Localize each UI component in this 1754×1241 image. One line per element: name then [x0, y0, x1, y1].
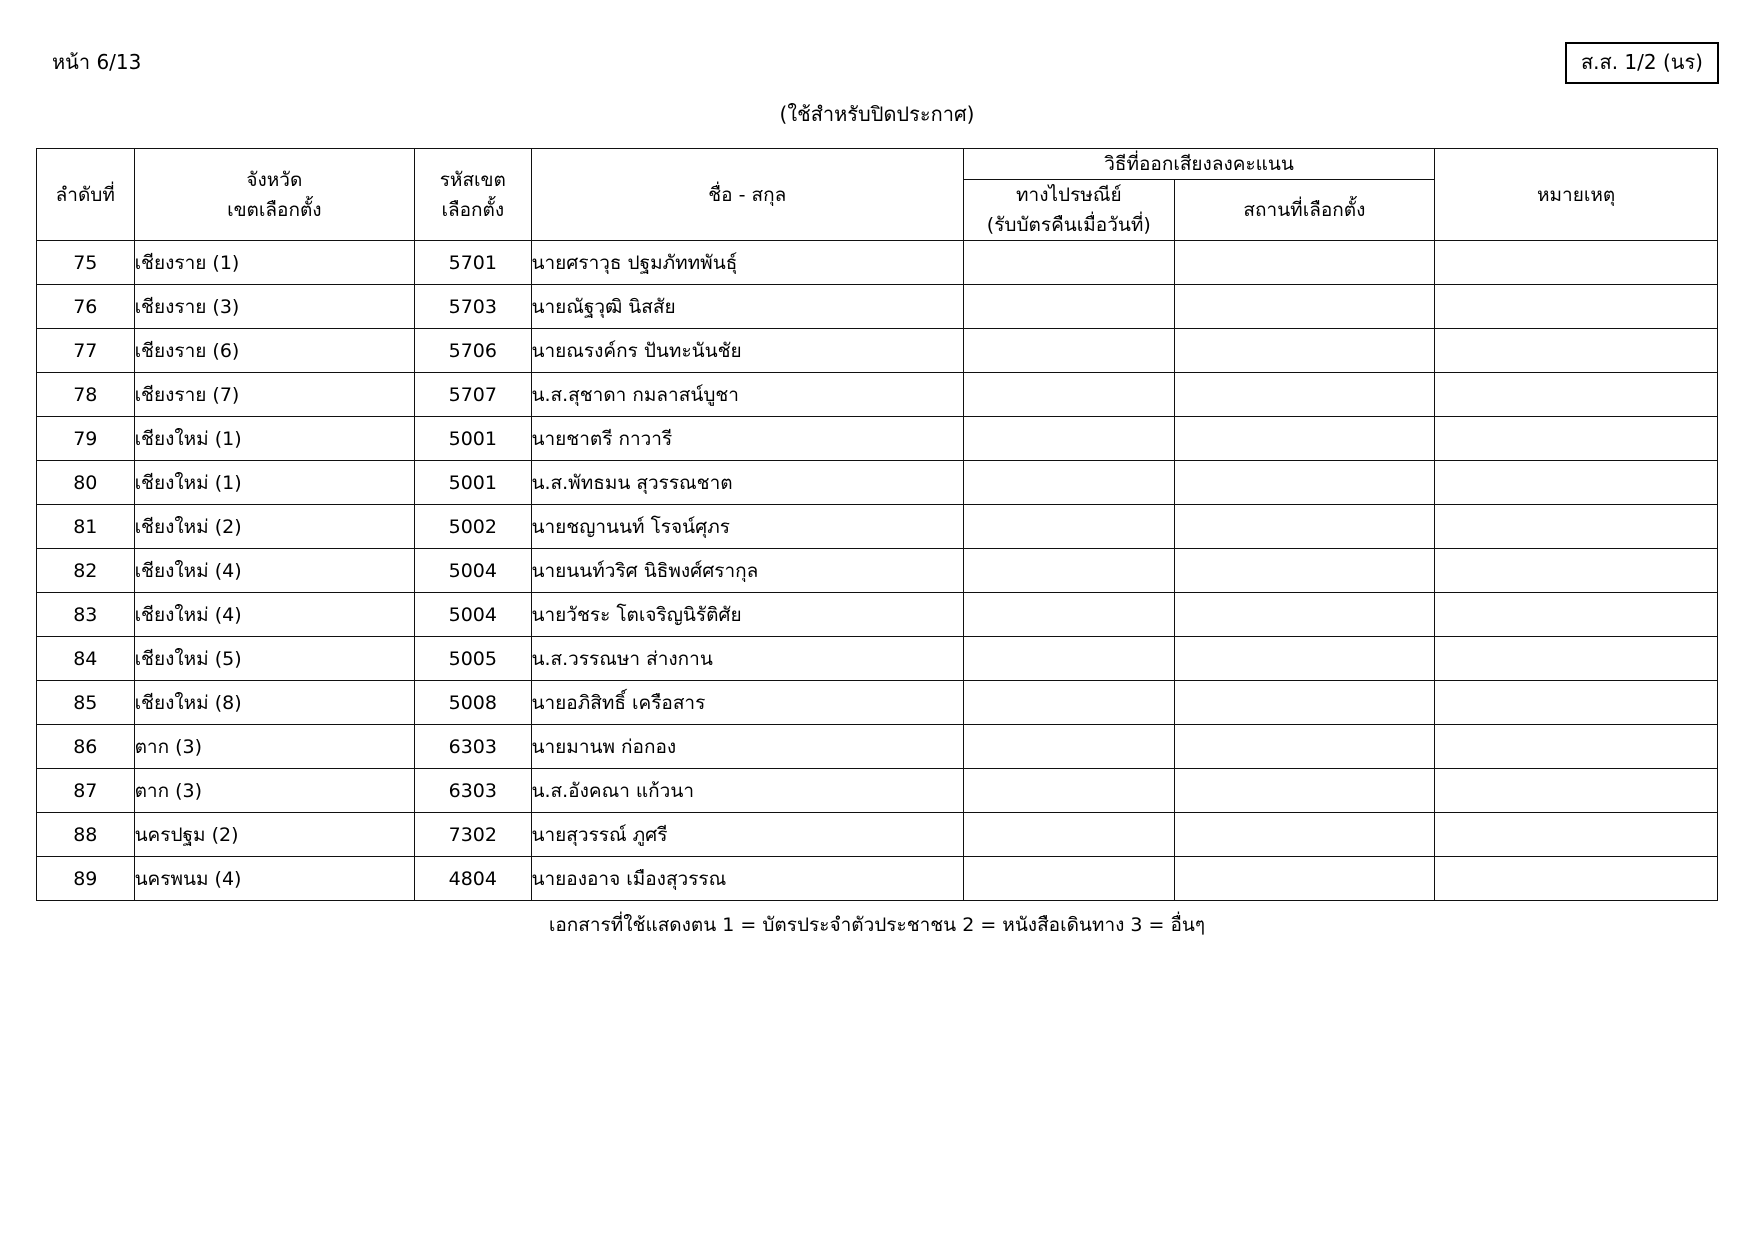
- header-district-code-line2: เลือกตั้ง: [441, 198, 505, 221]
- cell-name: นายณรงค์กร ปันทะนันชัย: [531, 329, 963, 373]
- header-voting-method: วิธีที่ออกเสียงลงคะแนน: [963, 149, 1434, 180]
- cell-remark: [1435, 461, 1718, 505]
- cell-name: นายอภิสิทธิ์ เครือสาร: [531, 681, 963, 725]
- header-name: ชื่อ - สกุล: [531, 149, 963, 241]
- cell-province: นครปฐม (2): [134, 813, 415, 857]
- header-district-code-line1: รหัสเขต: [439, 168, 506, 191]
- cell-polling-place: [1174, 549, 1435, 593]
- cell-remark: [1435, 549, 1718, 593]
- cell-province: ตาก (3): [134, 725, 415, 769]
- cell-province: เชียงใหม่ (2): [134, 505, 415, 549]
- cell-polling-place: [1174, 769, 1435, 813]
- cell-order-no: 83: [37, 593, 135, 637]
- cell-polling-place: [1174, 857, 1435, 901]
- cell-district-code: 5005: [415, 637, 531, 681]
- cell-by-post: [963, 681, 1174, 725]
- cell-polling-place: [1174, 285, 1435, 329]
- table-row: [37, 329, 1718, 373]
- cell-polling-place: [1174, 681, 1435, 725]
- cell-district-code: 5008: [415, 681, 531, 725]
- cell-remark: [1435, 505, 1718, 549]
- cell-name: นายวัชระ โตเจริญนิรัติศัย: [531, 593, 963, 637]
- cell-by-post: [963, 857, 1174, 901]
- cell-remark: [1435, 681, 1718, 725]
- cell-province: เชียงใหม่ (4): [134, 549, 415, 593]
- cell-order-no: 84: [37, 637, 135, 681]
- cell-district-code: 5001: [415, 461, 531, 505]
- header-province: [134, 149, 415, 241]
- table-row: [37, 549, 1718, 593]
- cell-district-code: 6303: [415, 725, 531, 769]
- cell-by-post: [963, 549, 1174, 593]
- cell-name: น.ส.พัทธมน สุวรรณชาต: [531, 461, 963, 505]
- cell-remark: [1435, 857, 1718, 901]
- cell-order-no: 79: [37, 417, 135, 461]
- cell-name: น.ส.สุชาดา กมลาสน์บูชา: [531, 373, 963, 417]
- cell-name: นายศราวุธ ปฐมภัททพันธุ์: [531, 241, 963, 285]
- header-district-code: [415, 149, 531, 241]
- table-row: [37, 637, 1718, 681]
- cell-remark: [1435, 637, 1718, 681]
- cell-order-no: 87: [37, 769, 135, 813]
- header-by-post-line1: ทางไปรษณีย์: [1016, 184, 1122, 206]
- cell-province: เชียงใหม่ (5): [134, 637, 415, 681]
- cell-province: นครพนม (4): [134, 857, 415, 901]
- header-by-post: [963, 180, 1174, 241]
- cell-province: เชียงราย (3): [134, 285, 415, 329]
- cell-name: นายสุวรรณ์ ภูศรี: [531, 813, 963, 857]
- cell-district-code: 5002: [415, 505, 531, 549]
- table-row: [37, 769, 1718, 813]
- cell-province: เชียงราย (1): [134, 241, 415, 285]
- cell-district-code: 5706: [415, 329, 531, 373]
- header-remark: หมายเหตุ: [1435, 149, 1718, 241]
- cell-province: เชียงราย (7): [134, 373, 415, 417]
- cell-by-post: [963, 637, 1174, 681]
- cell-order-no: 86: [37, 725, 135, 769]
- cell-order-no: 77: [37, 329, 135, 373]
- cell-by-post: [963, 285, 1174, 329]
- cell-district-code: 5001: [415, 417, 531, 461]
- table-body: [37, 241, 1718, 901]
- header-by-post-line2: (รับบัตรคืนเมื่อวันที่): [986, 214, 1151, 236]
- cell-polling-place: [1174, 373, 1435, 417]
- cell-polling-place: [1174, 417, 1435, 461]
- cell-remark: [1435, 769, 1718, 813]
- cell-remark: [1435, 725, 1718, 769]
- cell-district-code: 4804: [415, 857, 531, 901]
- cell-by-post: [963, 725, 1174, 769]
- table-row: [37, 373, 1718, 417]
- table-header-row-1: [37, 149, 1718, 180]
- table-row: [37, 681, 1718, 725]
- cell-by-post: [963, 461, 1174, 505]
- table-row: [37, 813, 1718, 857]
- cell-by-post: [963, 593, 1174, 637]
- cell-order-no: 89: [37, 857, 135, 901]
- cell-polling-place: [1174, 637, 1435, 681]
- cell-province: เชียงราย (6): [134, 329, 415, 373]
- cell-province: ตาก (3): [134, 769, 415, 813]
- header-polling-place: สถานที่เลือกตั้ง: [1174, 180, 1435, 241]
- cell-province: เชียงใหม่ (1): [134, 417, 415, 461]
- table-row: [37, 725, 1718, 769]
- cell-polling-place: [1174, 725, 1435, 769]
- cell-by-post: [963, 373, 1174, 417]
- cell-remark: [1435, 329, 1718, 373]
- cell-by-post: [963, 769, 1174, 813]
- cell-name: นายชญานนท์ โรจน์ศุภร: [531, 505, 963, 549]
- page-number-label: หน้า 6/13: [52, 50, 142, 74]
- cell-name: น.ส.วรรณษา ส่างกาน: [531, 637, 963, 681]
- cell-province: เชียงใหม่ (8): [134, 681, 415, 725]
- cell-remark: [1435, 373, 1718, 417]
- cell-district-code: 5004: [415, 593, 531, 637]
- table-row: [37, 505, 1718, 549]
- table-header: [37, 149, 1718, 241]
- cell-name: นายองอาจ เมืองสุวรรณ: [531, 857, 963, 901]
- cell-province: เชียงใหม่ (1): [134, 461, 415, 505]
- cell-remark: [1435, 813, 1718, 857]
- cell-order-no: 78: [37, 373, 135, 417]
- cell-polling-place: [1174, 813, 1435, 857]
- cell-by-post: [963, 329, 1174, 373]
- cell-remark: [1435, 285, 1718, 329]
- table-row: [37, 241, 1718, 285]
- cell-by-post: [963, 505, 1174, 549]
- cell-order-no: 81: [37, 505, 135, 549]
- table-row: [37, 285, 1718, 329]
- cell-order-no: 80: [37, 461, 135, 505]
- header-province-line1: จังหวัด: [246, 168, 303, 191]
- cell-polling-place: [1174, 505, 1435, 549]
- cell-name: นายชาตรี กาวารี: [531, 417, 963, 461]
- cell-polling-place: [1174, 593, 1435, 637]
- table-row: [37, 593, 1718, 637]
- document-footnote: เอกสารที่ใช้แสดงตน 1 = บัตรประจำตัวประชาชน 2 = หนังสือเดินทาง 3 = อื่นๆ: [548, 914, 1206, 936]
- cell-district-code: 5707: [415, 373, 531, 417]
- cell-polling-place: [1174, 461, 1435, 505]
- cell-district-code: 6303: [415, 769, 531, 813]
- cell-order-no: 76: [37, 285, 135, 329]
- cell-name: นายนนท์วริศ นิธิพงศ์ศรากุล: [531, 549, 963, 593]
- document-subtitle: (ใช้สำหรับปิดประกาศ): [779, 102, 975, 126]
- cell-polling-place: [1174, 329, 1435, 373]
- cell-order-no: 85: [37, 681, 135, 725]
- cell-district-code: 7302: [415, 813, 531, 857]
- cell-district-code: 5703: [415, 285, 531, 329]
- cell-name: นายมานพ ก่อกอง: [531, 725, 963, 769]
- table-row: [37, 857, 1718, 901]
- header-order-no: ลำดับที่: [37, 149, 135, 241]
- cell-order-no: 75: [37, 241, 135, 285]
- cell-province: เชียงใหม่ (4): [134, 593, 415, 637]
- cell-district-code: 5701: [415, 241, 531, 285]
- cell-order-no: 82: [37, 549, 135, 593]
- header-province-line2: เขตเลือกตั้ง: [227, 198, 322, 221]
- cell-remark: [1435, 241, 1718, 285]
- table-row: [37, 461, 1718, 505]
- cell-by-post: [963, 241, 1174, 285]
- cell-name: น.ส.อังคณา แก้วนา: [531, 769, 963, 813]
- cell-by-post: [963, 417, 1174, 461]
- cell-name: นายณัฐวุฒิ นิสสัย: [531, 285, 963, 329]
- document-header: [0, 48, 1754, 92]
- table-row: [37, 417, 1718, 461]
- form-code-box: ส.ส. 1/2 (นร): [1565, 42, 1719, 84]
- cell-remark: [1435, 417, 1718, 461]
- cell-remark: [1435, 593, 1718, 637]
- cell-district-code: 5004: [415, 549, 531, 593]
- cell-polling-place: [1174, 241, 1435, 285]
- cell-by-post: [963, 813, 1174, 857]
- cell-order-no: 88: [37, 813, 135, 857]
- candidates-table: [36, 148, 1718, 901]
